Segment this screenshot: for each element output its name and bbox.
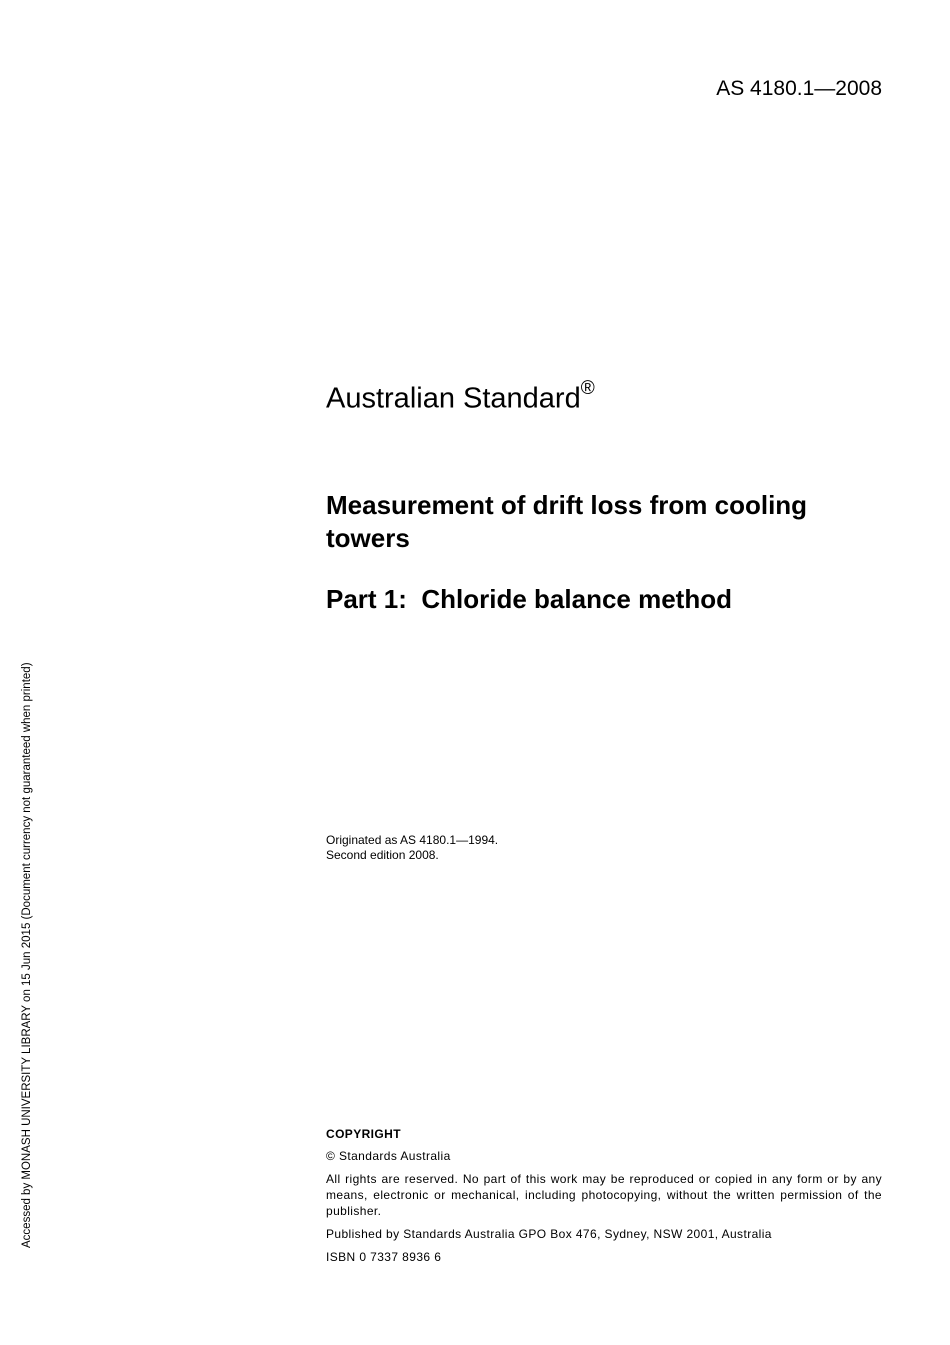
copyright-block [326,1127,882,1272]
standard-type-label: Australian Standard [326,382,581,415]
isbn: ISBN 0 7337 8936 6 [326,1250,442,1264]
access-watermark-note: Accessed by MONASH UNIVERSITY LIBRARY on 15 Jun 2015 (Document currency not guaranteed when printed) [21,662,33,1248]
main-title: Measurement of drift loss from cooling towers [326,490,808,553]
standard-type-heading [326,378,882,416]
edition-history [326,833,882,862]
origin-note: Originated as AS 4180.1—1994. [326,833,499,847]
copyright-owner: © Standards Australia [326,1149,451,1163]
edition-note: Second edition 2008. [326,847,439,862]
publisher-info: Published by Standards Australia GPO Box 476, Sydney, NSW 2001, Australia [326,1227,772,1241]
part-title: Part 1: Chloride balance method [326,584,732,614]
copyright-heading: COPYRIGHT [326,1127,401,1141]
document-number: AS 4180.1—2008 [716,77,882,100]
registered-mark: ® [580,378,595,399]
rights-statement: All rights are reserved. No part of this work may be reproduced or copied in any form or by any means, electronic or mechanical, including photocopying, without the written permission of the publisher. [326,1172,882,1218]
